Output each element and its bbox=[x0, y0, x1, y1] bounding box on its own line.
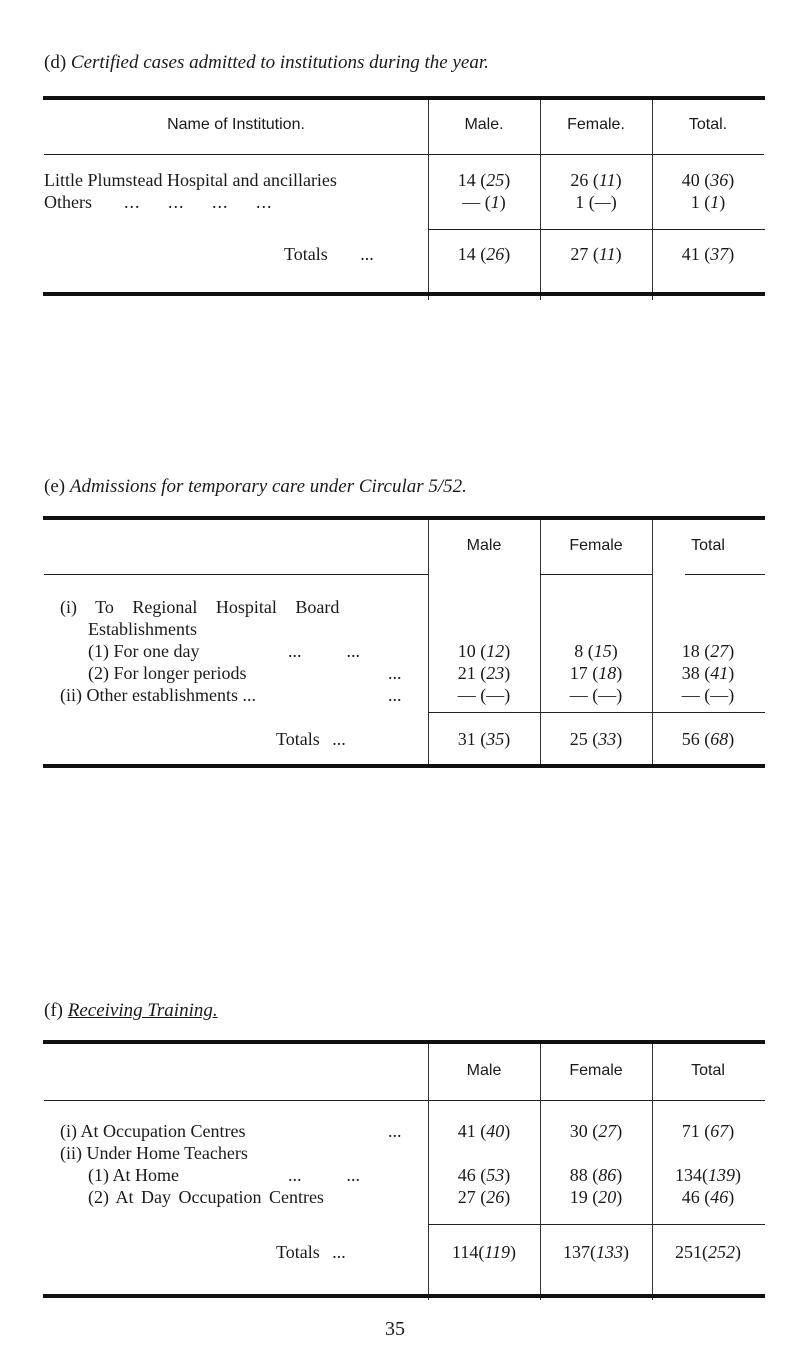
table-d-header-rule bbox=[428, 154, 540, 155]
table-row-cont: Establishments bbox=[88, 619, 197, 639]
table-e-header-rule bbox=[685, 574, 765, 575]
row-female: 30 (27) bbox=[569, 1121, 623, 1141]
table-e-totals-label: Totals ... bbox=[276, 729, 346, 749]
table-row: (2) At Day Occupation Centres bbox=[88, 1187, 324, 1207]
row-total: 134(139) bbox=[675, 1165, 741, 1185]
table-f-totals-label: Totals ... bbox=[276, 1242, 346, 1262]
row-female: 1 (—) bbox=[575, 192, 617, 212]
row-male: 41 (40) bbox=[457, 1121, 511, 1141]
table-d-top-rule bbox=[43, 96, 765, 100]
table-row: (i) To Regional Hospital Board bbox=[60, 597, 340, 617]
table-f-header-rule bbox=[652, 1100, 765, 1101]
table-f-header-rule bbox=[44, 1100, 428, 1101]
totals-male: 14 (26) bbox=[457, 244, 511, 264]
table-row: (ii) Under Home Teachers bbox=[60, 1143, 248, 1163]
totals-total: 251(252) bbox=[675, 1242, 741, 1262]
row-female: 26 (11) bbox=[570, 170, 622, 190]
page-number: 35 bbox=[385, 1318, 405, 1340]
table-e-header-total: Total bbox=[691, 537, 725, 554]
table-d-sum-rule bbox=[428, 229, 765, 230]
section-d-label: (d) bbox=[44, 52, 67, 73]
section-f-label: (f) bbox=[44, 1000, 63, 1021]
row-male: 10 (12) bbox=[457, 641, 511, 661]
leader-dots: ... ... bbox=[288, 1165, 360, 1185]
row-male: — (1) bbox=[462, 192, 506, 212]
table-f-header-male: Male bbox=[466, 1062, 502, 1079]
row-name: Others bbox=[44, 192, 92, 212]
table-e-header-rule bbox=[44, 574, 428, 575]
table-f-header-rule bbox=[428, 1100, 540, 1101]
row-total: 46 (46) bbox=[681, 1187, 735, 1207]
row-female: 8 (15) bbox=[574, 641, 618, 661]
section-d-heading: Certified cases admitted to institutions during the year. bbox=[70, 52, 489, 73]
row-female: — (—) bbox=[569, 685, 623, 705]
table-d-header-rule bbox=[652, 154, 764, 155]
leader-dots: ... ... ... ... bbox=[124, 192, 273, 212]
totals-total: 41 (37) bbox=[681, 244, 735, 264]
section-e-title bbox=[44, 476, 467, 498]
row-female: 88 (86) bbox=[569, 1165, 623, 1185]
table-e-bottom-rule bbox=[43, 764, 765, 768]
table-f-header-total: Total bbox=[691, 1062, 725, 1079]
table-d-header-name: Name of Institution. bbox=[167, 116, 305, 133]
section-f-title bbox=[44, 1000, 218, 1022]
row-total: — (—) bbox=[681, 685, 735, 705]
totals-male: 31 (35) bbox=[457, 729, 511, 749]
table-d-header-male: Male. bbox=[464, 116, 504, 133]
table-f-top-rule bbox=[43, 1040, 765, 1044]
table-row: (i) At Occupation Centres ... bbox=[60, 1121, 402, 1141]
leader-dots: ... bbox=[388, 1121, 402, 1141]
table-row: (2) For longer periods ... bbox=[88, 663, 402, 683]
section-e-label: (e) bbox=[44, 476, 66, 497]
table-f-header-female: Female bbox=[569, 1062, 623, 1079]
row-total: 38 (41) bbox=[681, 663, 735, 683]
table-e-header-male: Male bbox=[466, 537, 502, 554]
table-d-header-rule bbox=[44, 154, 428, 155]
leader-dots: ... bbox=[388, 663, 402, 683]
table-row: (ii) Other establishments ... ... bbox=[60, 685, 402, 705]
row-male: 46 (53) bbox=[457, 1165, 511, 1185]
table-d-header-rule bbox=[540, 154, 652, 155]
row-name: Little Plumstead Hospital and ancillaries bbox=[44, 170, 337, 190]
table-row: (1) For one day ... ... bbox=[88, 641, 360, 661]
leader-dots: ... ... bbox=[288, 641, 360, 661]
table-e-sum-rule bbox=[428, 712, 765, 713]
section-e-heading: Admissions for temporary care under Circular 5/52. bbox=[69, 476, 467, 497]
table-d-bottom-rule bbox=[43, 292, 765, 296]
row-male: 14 (25) bbox=[457, 170, 511, 190]
totals-male: 114(119) bbox=[451, 1242, 516, 1262]
table-d-header-total: Total. bbox=[688, 116, 728, 133]
table-d-header-female: Female. bbox=[567, 116, 625, 133]
totals-female: 25 (33) bbox=[569, 729, 623, 749]
row-male: — (—) bbox=[457, 685, 511, 705]
row-male: 27 (26) bbox=[457, 1187, 511, 1207]
row-female: 17 (18) bbox=[569, 663, 623, 683]
row-total: 18 (27) bbox=[681, 641, 735, 661]
table-e-header-female: Female bbox=[569, 537, 623, 554]
table-row: (1) At Home ... ... bbox=[88, 1165, 360, 1185]
row-total: 71 (67) bbox=[681, 1121, 735, 1141]
table-f-header-rule bbox=[540, 1100, 652, 1101]
totals-total: 56 (68) bbox=[681, 729, 735, 749]
row-total: 1 (1) bbox=[690, 192, 726, 212]
table-row bbox=[44, 192, 273, 213]
row-female: 19 (20) bbox=[569, 1187, 623, 1207]
table-d-totals-label: Totals ... bbox=[284, 244, 374, 264]
section-f-heading: Receiving Training. bbox=[67, 1000, 218, 1021]
row-total: 40 (36) bbox=[681, 170, 735, 190]
table-e-top-rule bbox=[43, 516, 765, 520]
totals-female: 27 (11) bbox=[570, 244, 622, 264]
table-e-header-rule bbox=[540, 574, 652, 575]
totals-female: 137(133) bbox=[563, 1242, 629, 1262]
section-d-title bbox=[44, 52, 489, 74]
table-f-sum-rule bbox=[428, 1224, 765, 1225]
leader-dots: ... bbox=[388, 685, 402, 705]
table-f-bottom-rule bbox=[43, 1294, 765, 1298]
row-male: 21 (23) bbox=[457, 663, 511, 683]
table-row bbox=[44, 170, 337, 191]
